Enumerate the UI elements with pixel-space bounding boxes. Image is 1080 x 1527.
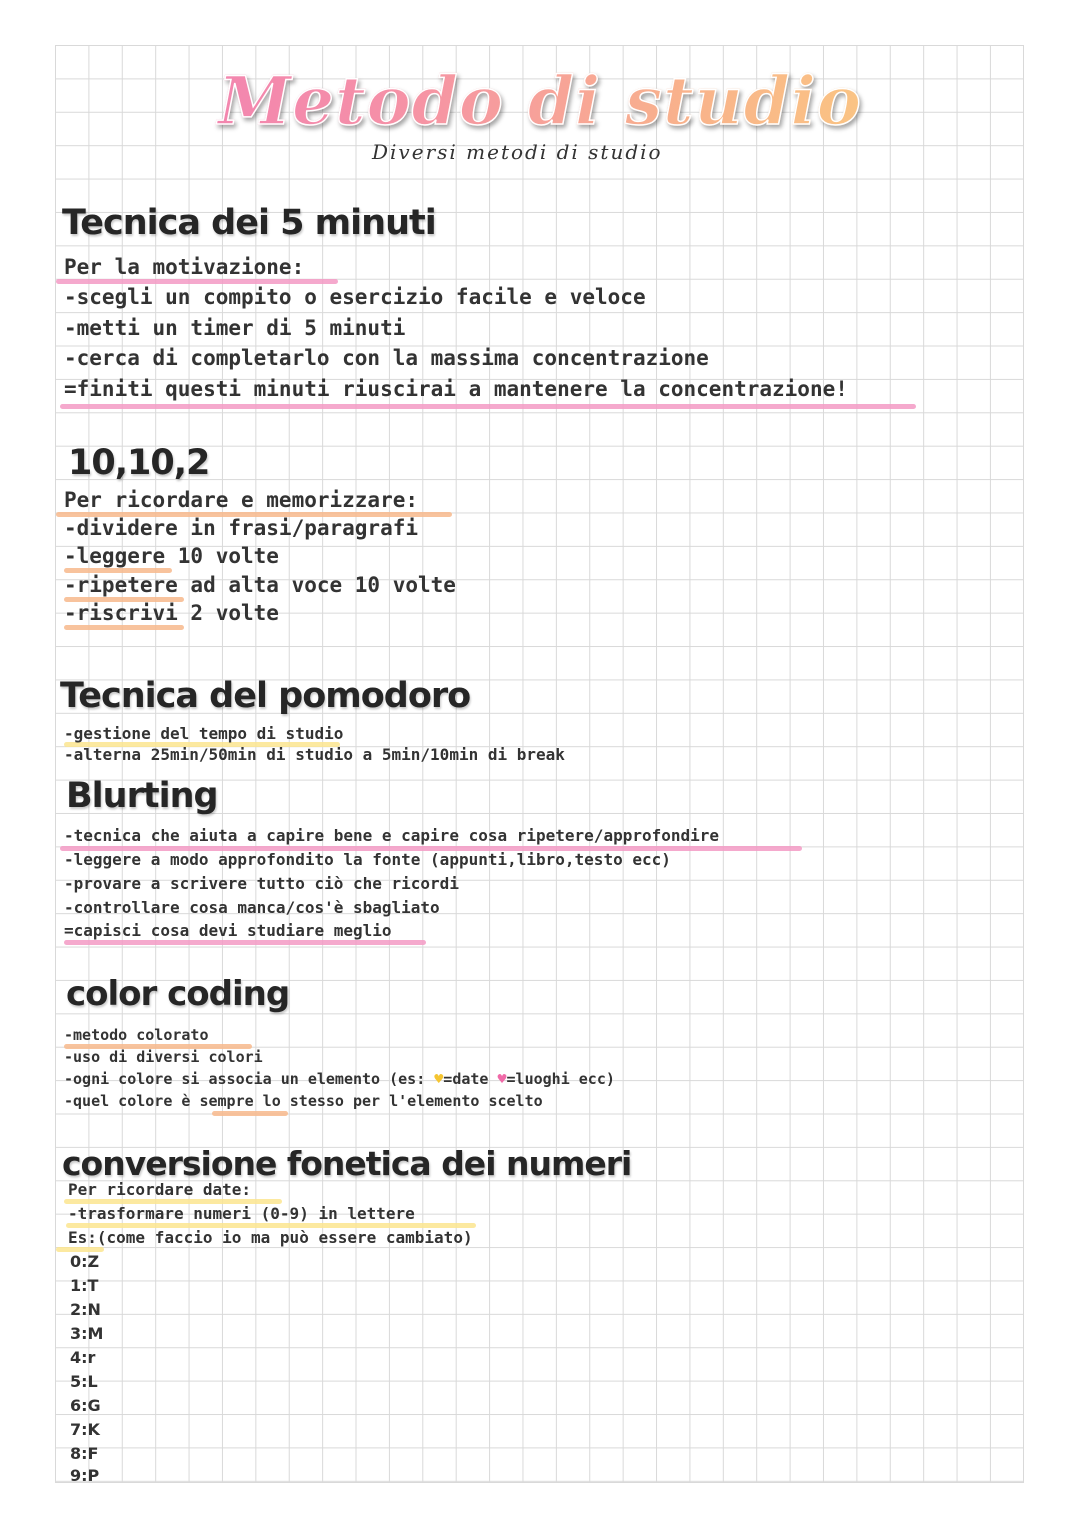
heading-dieci: 10,10,2 [68, 443, 210, 483]
heading-conversione-fonetica: conversione fonetica dei numeri [62, 1144, 632, 1183]
line-motivazione: Per la motivazione: [64, 255, 305, 279]
line-leggere: -leggere 10 volte [64, 544, 279, 568]
mapping-5: 5:L [70, 1372, 98, 1391]
highlight-sempre [212, 1111, 288, 1116]
line-ogni-colore-post: =luoghi ecc) [506, 1070, 615, 1088]
line-trasformare: -trasformare numeri (0-9) in lettere [68, 1204, 415, 1223]
pink-heart-icon: ♥ [497, 1070, 507, 1088]
line-ogni-colore [64, 1070, 615, 1088]
line-ogni-colore-mid: =date [443, 1070, 498, 1088]
mapping-6: 6:G [70, 1396, 101, 1415]
line-scegli: -scegli un compito o esercizio facile e veloce [64, 285, 646, 309]
highlight-riscrivi [64, 625, 184, 630]
line-memorizzare: Per ricordare e memorizzare: [64, 488, 419, 512]
mapping-9: 9:P [70, 1466, 100, 1485]
mapping-7: 7:K [70, 1420, 100, 1439]
line-timer: -metti un timer di 5 minuti [64, 316, 406, 340]
heading-pomodoro: Tecnica del pomodoro [60, 676, 471, 716]
mapping-2: 2:N [70, 1300, 101, 1319]
line-dividere: -dividere in frasi/paragrafi [64, 516, 419, 540]
line-controllare: -controllare cosa manca/cos'è sbagliato [64, 898, 440, 917]
highlight-motivazione [56, 279, 338, 284]
line-ricordare-date: Per ricordare date: [68, 1180, 252, 1199]
heading-color-coding: color coding [66, 974, 290, 1014]
line-alterna: -alterna 25min/50min di studio a 5min/10min di break [64, 745, 565, 764]
line-gestione: -gestione del tempo di studio [64, 724, 344, 743]
page-title: Metodo di studio [0, 62, 1080, 140]
line-ogni-colore-pre: -ogni colore si associa un elemento (es: [64, 1070, 435, 1088]
heading-cinque-minuti: Tecnica dei 5 minuti [62, 203, 436, 243]
line-scrivere: -provare a scrivere tutto ciò che ricordi [64, 874, 459, 893]
line-diversi-colori: -uso di diversi colori [64, 1048, 263, 1066]
line-fonte: -leggere a modo approfondito la fonte (appunti,libro,testo ecc) [64, 850, 671, 869]
heading-blurting: Blurting [66, 776, 218, 816]
mapping-8: 8:F [70, 1444, 99, 1463]
mapping-4: 4:r [70, 1348, 96, 1367]
highlight-concentrazione [60, 404, 916, 409]
line-tecnica: -tecnica che aiuta a capire bene e capire cosa ripetere/approfondire [64, 826, 720, 845]
line-finiti: =finiti questi minuti riuscirai a mantenere la concentrazione! [64, 377, 848, 401]
mapping-0: 0:Z [70, 1252, 100, 1271]
line-riscrivi: -riscrivi 2 volte [64, 601, 279, 625]
mapping-3: 3:M [70, 1324, 104, 1343]
line-ripetere: -ripetere ad alta voce 10 volte [64, 573, 456, 597]
line-metodo-colorato: -metodo colorato [64, 1026, 209, 1044]
line-esempio: Es:(come faccio io ma può essere cambiato) [68, 1228, 473, 1247]
yellow-heart-icon: ♥ [434, 1070, 444, 1088]
page-subtitle: Diversi metodi di studio [372, 140, 663, 164]
line-completarlo: -cerca di completarlo con la massima concentrazione [64, 346, 709, 370]
line-capisci: =capisci cosa devi studiare meglio [64, 921, 392, 940]
mapping-1: 1:T [70, 1276, 99, 1295]
highlight-capisci [64, 940, 426, 945]
line-quel-colore: -quel colore è sempre lo stesso per l'elemento scelto [64, 1092, 543, 1110]
